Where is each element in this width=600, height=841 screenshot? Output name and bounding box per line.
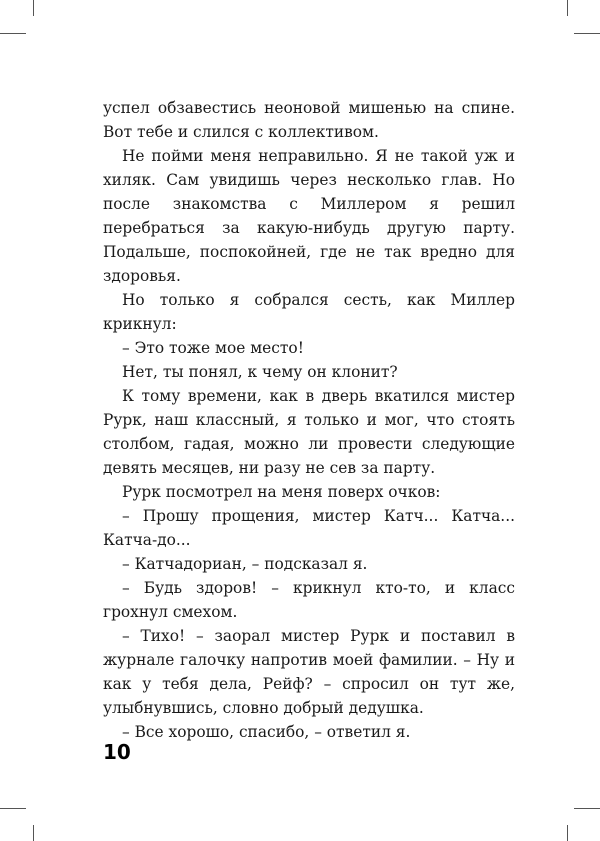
paragraph: Но только я собрался сесть, как Миллер крикнул: (103, 291, 515, 333)
dialogue-line: – Это тоже мое место! (122, 339, 304, 357)
body-text (103, 96, 515, 744)
crop-mark-top-left-h (0, 33, 26, 34)
dialogue-line: – Все хорошо, спасибо, – ответил я. (122, 723, 411, 741)
dialogue-line: – Тихо! – заорал мистер Рурк и поставил в журнале галочку напротив моей фамилии. – Ну и как у тебя дела, Рейф? – спросил он тут же, улыбнувшись, словно добрый дедушка. (103, 627, 515, 717)
paragraph: Рурк посмотрел на меня поверх очков: (122, 483, 441, 501)
crop-mark-bottom-right-h (574, 808, 600, 809)
crop-mark-bottom-left (33, 825, 34, 841)
page-number: 10 (103, 740, 131, 764)
paragraph: Не пойми меня неправильно. Я не такой уж и хиляк. Сам увидишь через несколько глав. Но после знакомства с Миллером я решил перебраться за какую-нибудь другую парту. Подальше, поспокойней, где не так вредно для здоровья. (103, 147, 515, 285)
crop-mark-top-right-h (574, 33, 600, 34)
crop-mark-bottom-right (567, 825, 568, 841)
dialogue-line: – Прошу прощения, мистер Катч... Катча... Катча-до... (103, 507, 515, 549)
paragraph: успел обзавестись неоновой мишенью на спине. Вот тебе и слился с коллективом. (103, 99, 515, 141)
dialogue-line: – Катчадориан, – подсказал я. (122, 555, 368, 573)
dialogue-line: – Будь здоров! – крикнул кто-то, и класс грохнул смехом. (103, 579, 515, 621)
crop-mark-top-right (567, 0, 568, 16)
crop-mark-top-left (33, 0, 34, 16)
paragraph: Нет, ты понял, к чему он клонит? (122, 363, 398, 381)
paragraph: К тому времени, как в дверь вкатился мистер Рурк, наш классный, я только и мог, что стоять столбом, гадая, можно ли провести следующие девять месяцев, ни разу не сев за парту. (103, 387, 515, 477)
crop-mark-bottom-left-h (0, 808, 26, 809)
